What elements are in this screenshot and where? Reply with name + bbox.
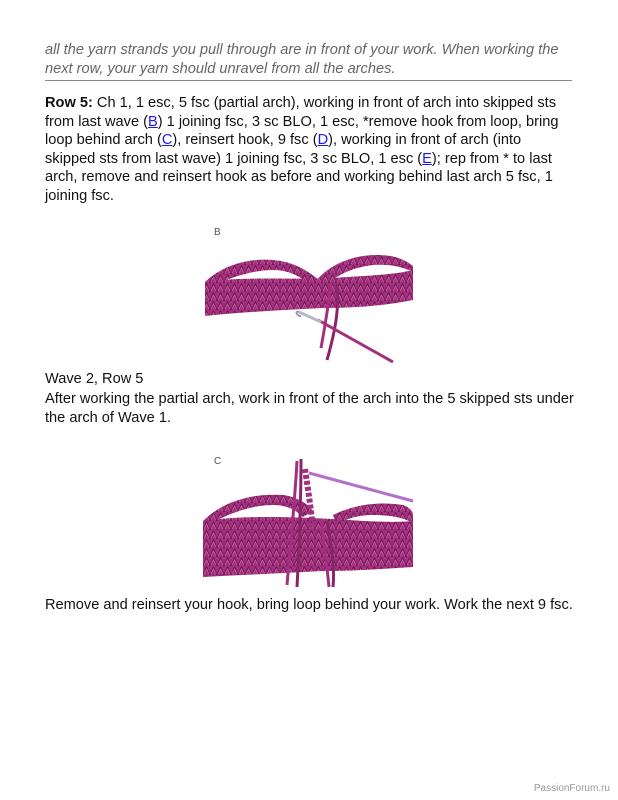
row5-text-5: ); rep from * to last arch, remove and reinsert hook as before and working behind last arch 5 fsc, 1 joining fsc. <box>45 150 553 204</box>
row5-text-3: ), reinsert hook, 9 fsc ( <box>172 132 318 148</box>
photo-c <box>203 449 415 589</box>
row5-instructions <box>45 94 575 205</box>
row5-text-4: ), working in front of arch (into skipped sts from last wave) 1 joining fsc, 3 sc BLO, 1 esc ( <box>45 132 522 167</box>
row5-text-2: ) 1 joining fsc, 3 sc BLO, 1 esc, *remove hook from loop, bring loop behind arch ( <box>45 113 559 148</box>
section-divider <box>45 80 572 81</box>
photo-b-letter: B <box>214 227 221 238</box>
caption-c-text: Remove and reinsert your hook, bring loop behind your work. Work the next 9 fsc. <box>45 597 573 613</box>
photo-c-image <box>203 449 415 589</box>
watermark: PassionForum.ru <box>533 783 610 794</box>
intro-paragraph: all the yarn strands you pull through are in front of your work. When working the next row, your yarn should unravel from all the arches. <box>45 42 559 77</box>
hook-shaft <box>309 473 413 501</box>
link-photo-b[interactable]: B <box>148 113 158 130</box>
row5-label: Row 5: <box>45 95 93 111</box>
photo-c-letter: C <box>214 456 222 467</box>
link-photo-c[interactable]: C <box>161 132 173 148</box>
row5-text-1: Ch 1, 1 esc, 5 fsc (partial arch), working in front of arch into skipped sts from last wave ( <box>45 95 556 130</box>
yarn-base-band <box>203 517 413 577</box>
link-photo-d[interactable]: D <box>317 132 329 148</box>
caption-b-text: After working the partial arch, work in front of the arch into the 5 skipped sts under the arch of Wave 1. <box>45 391 574 426</box>
photo-b <box>203 220 415 363</box>
caption-b-title: Wave 2, Row 5 <box>45 371 144 387</box>
photo-b-image <box>203 220 415 363</box>
link-photo-e[interactable]: E <box>422 150 432 167</box>
